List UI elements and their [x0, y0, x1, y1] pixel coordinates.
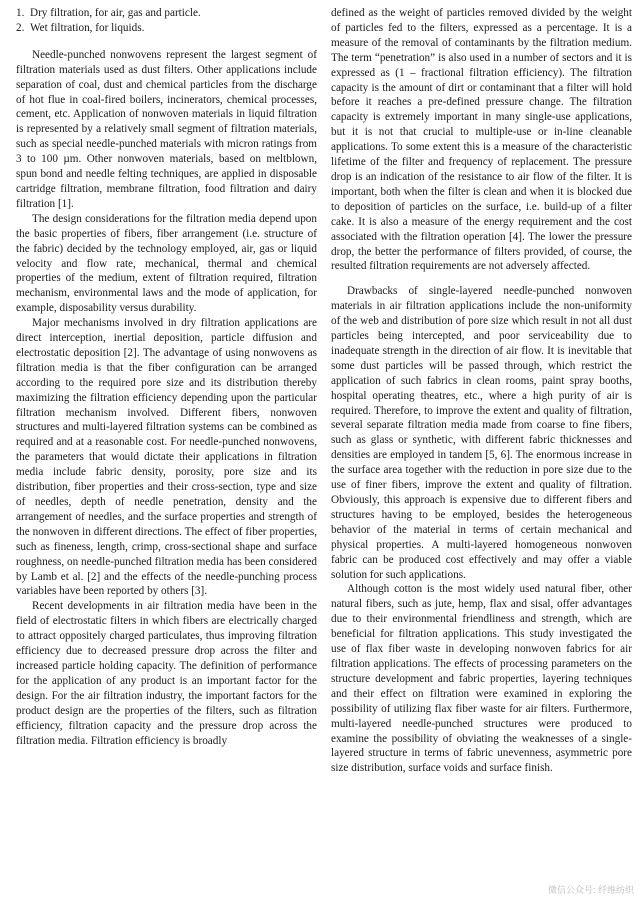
- list-item: 1. Dry filtration, for air, gas and particle.: [16, 7, 201, 19]
- paragraph: Major mechanisms involved in dry filtration applications are direct interception, inertial deposition, particle diffusion and electrostatic deposition [2]. The advantage of using nonwovens as filtration media is that the fiber configuration can be arranged according to the required pore size and its distribution thereby maximizing the filtration efficiency depending upon the particular filtration mechanism involved. Different fibers, nonwoven structures and multi-layered filtration systems can be combined as required and at a reasonable cost. For needle-punched nonwovens, the parameters that would dictate their applications in filtration media include fabric density, porosity, pore size and its distribution, fiber properties and their cross-section, type and size of needles, depth of needle penetration, density and the arrangement of needles, and the surface properties and strength of the nonwoven in different directions. The effect of fiber properties, such as fineness, length, crimp, cross-sectional shape and surface roughness, on needle-punched filtration media has been considered by Lamb et al. [2] and the effects of the needle-punching process variables have been reported by others [3].: [16, 317, 317, 598]
- paragraph: Drawbacks of single-layered needle-punched nonwoven materials in air filtration applications include the non-uniformity of the web and distribution of pore size which result in not all dust particles being intercepted, and poor serviceability due to inadequate strength in the direction of air flow. It is inevitable that some dust particles will be passed through, which restrict the application of such fabrics in clean rooms, paint spray booths, hospital operating theatres, etc., where a high purity of air is required. Therefore, to improve the extent and quality of filtration, several separate filtration media made from coarse to fine fibers, such as glass or synthetic, with different fabric thicknesses and densities are employed in tandem [5, 6]. The enormous increase in the surface area together with the reduction in pore size due to the use of finer fibers, improve the extent and quality of filtration. Obviously, this approach is expensive due to different fibers and structures having to be employed, besides the heterogeneous behavior of the material in terms of certain mechanical and physical properties. A multi-layered homogeneous nonwoven fabric can be produced cost effectively and may offer a viable solution for such applications.: [331, 285, 632, 581]
- paragraph: Needle-punched nonwovens represent the largest segment of filtration materials used as dust filters. Other applications include separation of coal, dust and chemical particles from the discharge of hot flue in coal-fired boilers, incinerators, chemical processes, cement, etc. Application of nonwoven materials in liquid filtration is represented by a relatively small segment of filtration materials, such as special needle-punched materials with micron ratings from 3 to 100 µm. Other nonwoven materials, based on meltblown, spun bond and needle felting techniques, are applied in disposable cartridge filtration, membrane filtration, food filtration and dairy filtration [1].: [16, 48, 317, 210]
- paragraph: Recent developments in air filtration media have been in the field of electrostatic filters in which fibers are electrically charged to attract oppositely charged particulates, thus improving filtration efficiency due to decreased pressure drop across the filter and increased particle holding capacity. The definition of performance for the application of any product is an important factor for the design. For the air filtration industry, the important factors for the product design are the properties of the filters, such as filtration efficiency, filtration capacity and the pressure drop across the filtration media. Filtration efficiency is broadly: [16, 600, 317, 747]
- watermark: 微信公众号: 纤维纺织: [547, 885, 634, 895]
- paragraph: The design considerations for the filtration media depend upon the basic properties of fibers, fiber arrangement (i.e. structure of the fabric) decided by the technology employed, air, gas or liquid velocity and flow rate, mechanical, thermal and chemical properties of the medium, extent of filtration required, filtration mechanism, environmental laws and the mode of application, for example, disposability versus durability.: [16, 212, 317, 315]
- right-column: [331, 6, 632, 900]
- list-item: 2. Wet filtration, for liquids.: [16, 21, 145, 34]
- left-column: [16, 6, 317, 900]
- paragraph: Although cotton is the most widely used natural fiber, other natural fibers, such as jute, hemp, flax and sisal, offer advantages due to their environmental friendliness and strength, which are beneficial for filtration applications. This study investigated the use of flax fiber waste in developing nonwoven fabrics for air filtration applications. The effects of processing parameters on the structure development and fabric properties, layering techniques and their effect on filtration were examined in exploring the possibility of utilizing flax fiber waste for air filters. Furthermore, multi-layered needle-punched structures were produced to examine the possibility of obviating the weaknesses of a single-layered structure in terms of fabric unevenness, asymmetric pore size distribution, surface voids and surface finish.: [331, 583, 632, 775]
- filtration-type-list: [16, 6, 317, 36]
- paragraph: defined as the weight of particles removed divided by the weight of particles fed to the filters, expressed as a percentage. It is a measure of the removal of contaminants by the filtration medium. The term “penetration” is also used in a number of sectors and it is expressed as (1 – fractional filtration efficiency). The filtration capacity is the amount of dirt or contaminant that a filter will hold before it reaches a pre-defined pressure change. The filtration capacity is extremely important in many single-use applications, but it is not that crucial to multiple-use or in-line cleanable applications. To some extent this is a measure of the characteristic lifetime of the filter and frequency of replacement. The pressure drop is an indication of the resistance to air flow of the filter. It is important, both when the filter is clean and when it is blocked due to deposition of particles on the surface, i.e. build-up of a filter cake. It is also a measure of the energy requirement and the cost associated with the filtration operation [4]. The lower the pressure drop, the better the performance of filters provided, of course, the resulted filtration requirements are not adversely affected.: [331, 7, 632, 273]
